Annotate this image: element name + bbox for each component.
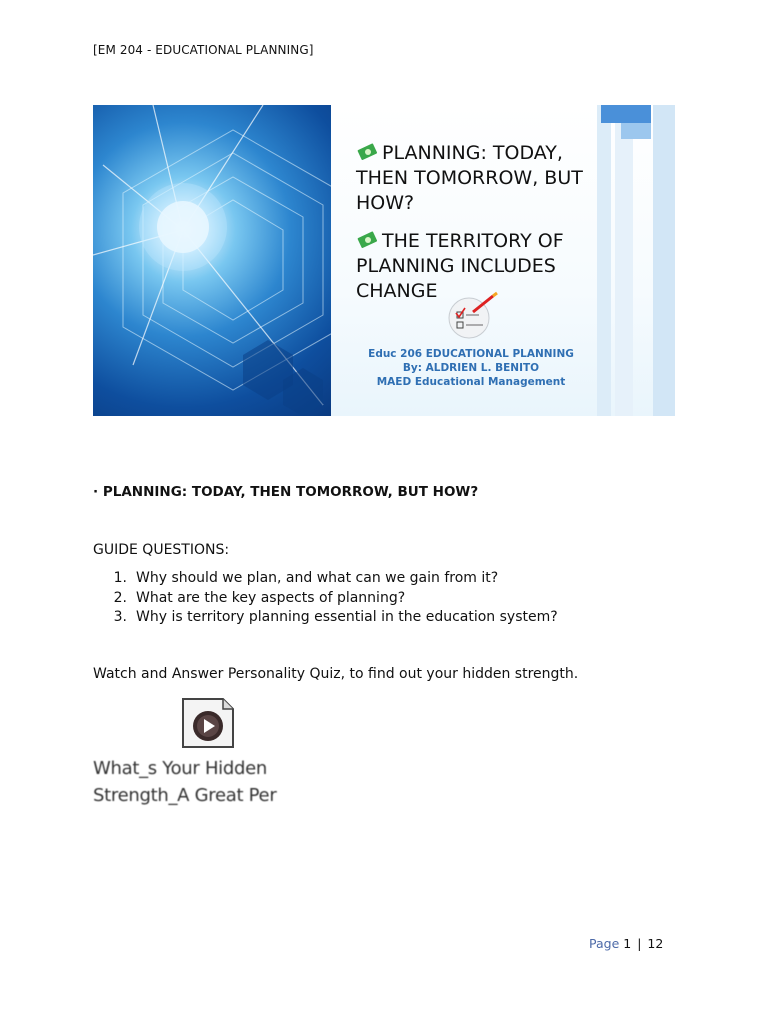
video-caption-line-1: What_s Your Hidden — [93, 758, 268, 779]
list-item: 1. Why should we plan, and what can we gain from it? — [113, 570, 499, 586]
slide-credit-course: Educ 206 EDUCATIONAL PLANNING — [368, 348, 574, 360]
slide-credit-author: By: ALDRIEN L. BENITO — [402, 362, 540, 374]
guide-questions-label: GUIDE QUESTIONS: — [93, 542, 230, 558]
quiz-instruction: Watch and Answer Personality Quiz, to find out your hidden strength. — [93, 666, 579, 682]
guide-questions-list — [93, 569, 558, 628]
list-item: 3. Why is territory planning essential in the education system? — [113, 609, 558, 625]
money-bullet-icon — [356, 230, 380, 250]
slide-point-2-line-2: PLANNING INCLUDES — [356, 255, 556, 277]
banner-image — [93, 105, 675, 416]
slide-point-1-line-2: THEN TOMORROW, BUT — [356, 167, 583, 189]
money-bullet-icon — [356, 142, 380, 162]
slide-point-2-line-1: THE TERRITORY OF — [382, 230, 564, 252]
video-file-icon[interactable] — [181, 697, 235, 749]
slide-point-1-line-3: HOW? — [356, 192, 415, 214]
video-caption[interactable] — [93, 755, 333, 809]
page-word: Page — [589, 936, 620, 951]
slide-point-2-line-3: CHANGE — [356, 280, 438, 302]
list-item: 2. What are the key aspects of planning? — [113, 589, 406, 606]
slide-credit-program: MAED Educational Management — [376, 376, 566, 388]
slide-point-1-line-1: PLANNING: TODAY, — [382, 142, 563, 164]
slide-point-1 — [356, 141, 583, 216]
page-total: 12 — [647, 936, 664, 951]
page-footer — [589, 936, 663, 951]
checklist-icon — [439, 290, 503, 340]
abstract-tech-graphic — [93, 105, 331, 416]
page-header: [EM 204 - EDUCATIONAL PLANNING] — [93, 43, 314, 57]
page-separator: | — [637, 936, 642, 951]
video-caption-line-2: Strength_A Great Per — [93, 785, 277, 806]
section-heading: · PLANNING: TODAY, THEN TOMORROW, BUT HOW? — [93, 484, 479, 500]
page-number: 1 — [623, 936, 632, 951]
slide-title-area — [331, 105, 675, 416]
